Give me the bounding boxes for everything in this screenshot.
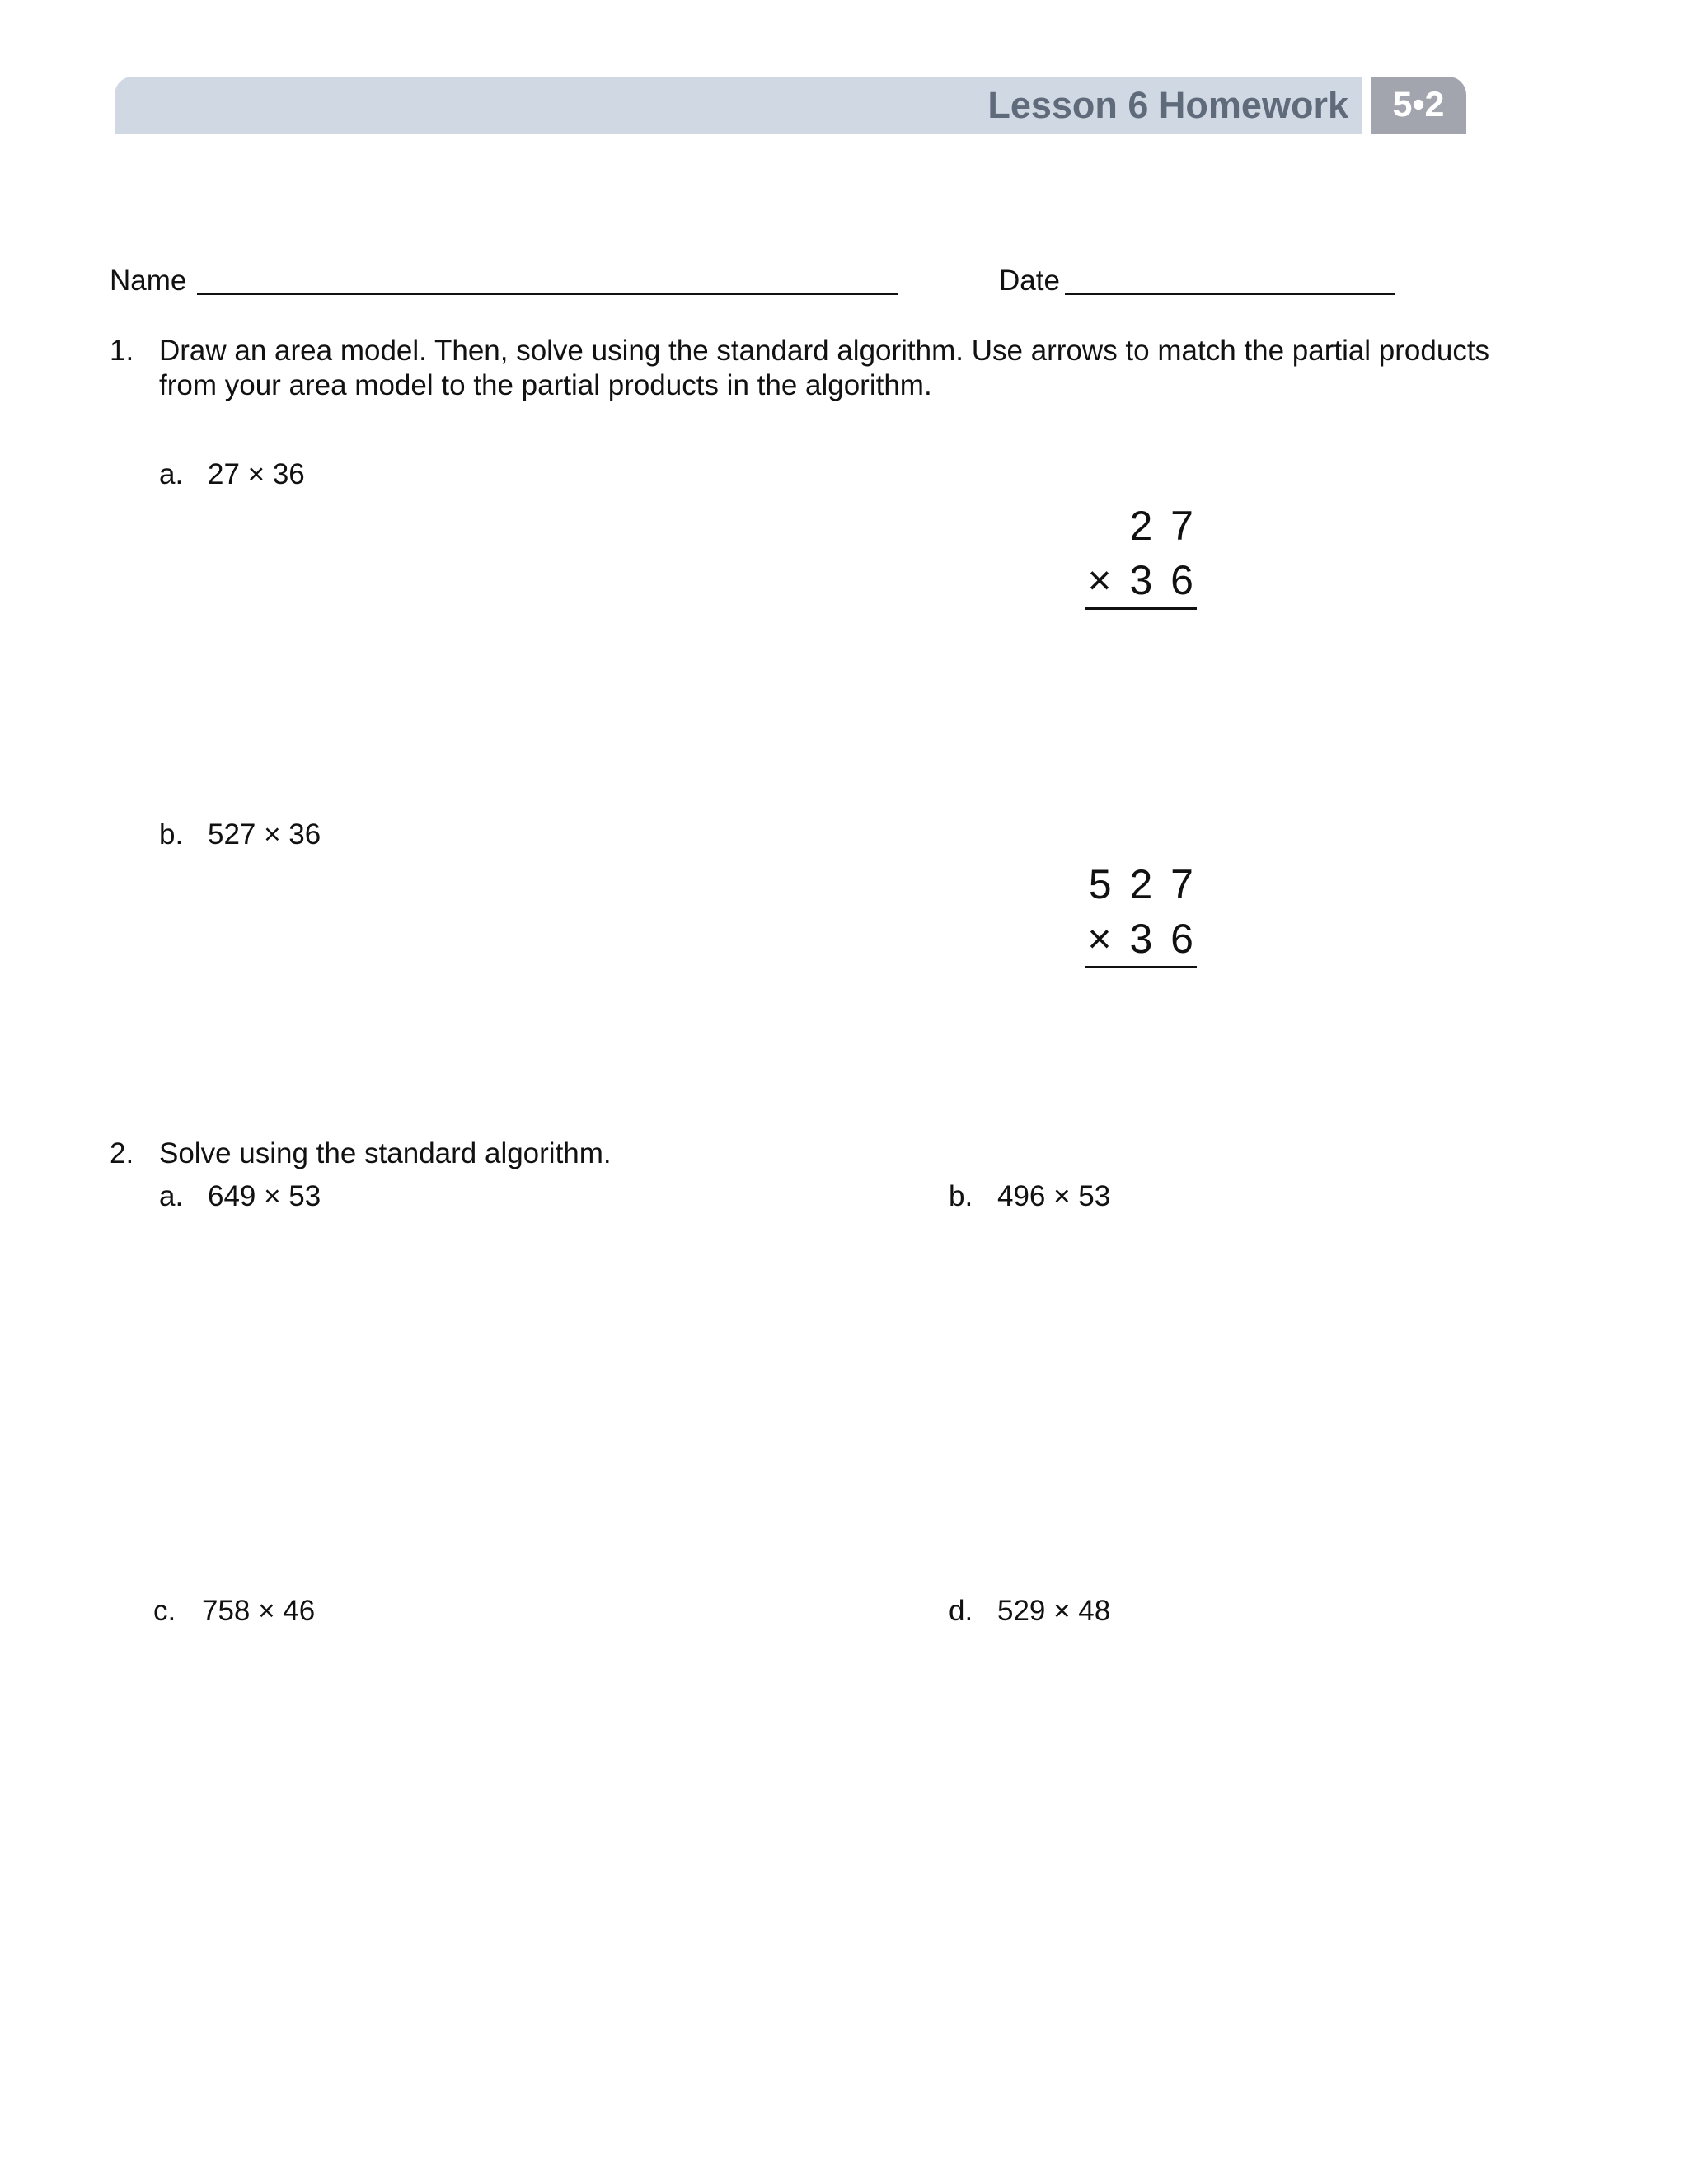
problem-1-instruction-line1: Draw an area model. Then, solve using the standard algorithm. Use arrows to match the partial products	[159, 335, 1490, 367]
problem-1b-algorithm-bottom: × 3 6	[1085, 912, 1197, 968]
problem-2a-expression: 649 × 53	[208, 1180, 321, 1212]
problem-1b-expression: 527 × 36	[208, 818, 321, 851]
problem-1a-algorithm-bottom: × 3 6	[1085, 553, 1197, 610]
lesson-title: Lesson 6 Homework	[987, 84, 1348, 126]
date-label: Date	[999, 265, 1060, 297]
problem-1b-algorithm	[1085, 857, 1197, 968]
problem-2d-expression: 529 × 48	[997, 1595, 1111, 1627]
problem-2a-letter: a.	[159, 1180, 184, 1212]
problem-2b-letter: b.	[949, 1180, 973, 1212]
name-label: Name	[110, 265, 187, 297]
problem-1b-letter: b.	[159, 818, 184, 851]
problem-2b-expression: 496 × 53	[997, 1180, 1111, 1212]
problem-2c-letter: c.	[153, 1595, 176, 1627]
problem-1-number: 1.	[110, 335, 134, 367]
problem-2c-expression: 758 × 46	[202, 1595, 316, 1627]
problem-1a-expression: 27 × 36	[208, 458, 305, 490]
problem-2-instruction: Solve using the standard algorithm.	[159, 1137, 612, 1169]
problem-2-number: 2.	[110, 1137, 134, 1169]
problem-1a-algorithm-top: 2 7	[1129, 503, 1197, 549]
problem-1b-algorithm-top: 5 2 7	[1088, 861, 1197, 907]
problem-1-instruction-line2: from your area model to the partial products in the algorithm.	[159, 369, 932, 401]
problem-2d-letter: d.	[949, 1595, 973, 1627]
module-badge: 5•2	[1371, 77, 1466, 134]
name-field[interactable]	[197, 293, 898, 295]
problem-1a-algorithm	[1085, 499, 1197, 610]
date-field[interactable]	[1065, 293, 1395, 295]
problem-1a-letter: a.	[159, 458, 184, 490]
